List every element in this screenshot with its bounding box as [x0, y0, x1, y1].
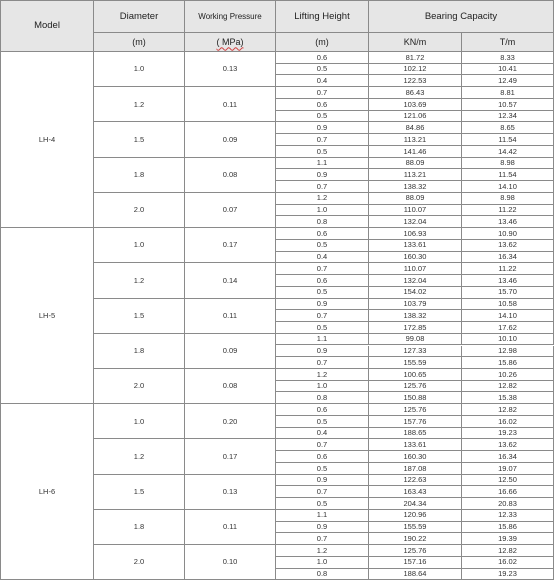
bearing-kn-cell: 127.33: [369, 346, 462, 358]
unit-lifting-height: (m): [276, 33, 369, 52]
lifting-height-cell: 1.0: [276, 205, 369, 217]
lifting-height-cell: 1.1: [276, 334, 369, 346]
lifting-height-cell: 0.7: [276, 533, 369, 545]
lifting-height-cell: 0.7: [276, 439, 369, 451]
bearing-kn-cell: 84.86: [369, 122, 462, 134]
bearing-t-cell: 8.65: [462, 122, 554, 134]
lifting-height-cell: 0.9: [276, 169, 369, 181]
bearing-t-cell: 13.46: [462, 275, 554, 287]
diameter-cell: 1.2: [94, 87, 185, 122]
bearing-t-cell: 11.22: [462, 263, 554, 275]
unit-t-per-m: T/m: [462, 33, 554, 52]
bearing-t-cell: 19.23: [462, 428, 554, 440]
diameter-cell: 1.8: [94, 158, 185, 193]
lifting-height-cell: 1.0: [276, 557, 369, 569]
bearing-kn-cell: 157.16: [369, 557, 462, 569]
bearing-kn-cell: 155.59: [369, 357, 462, 369]
unit-working-pressure-text: ( MPa): [216, 36, 244, 47]
bearing-kn-cell: 103.69: [369, 99, 462, 111]
working-pressure-cell: 0.07: [185, 193, 276, 228]
bearing-kn-cell: 122.53: [369, 75, 462, 87]
unit-diameter: (m): [94, 33, 185, 52]
bearing-t-cell: 13.62: [462, 240, 554, 252]
lifting-height-cell: 0.5: [276, 111, 369, 123]
diameter-cell: 1.5: [94, 122, 185, 157]
model-cell: LH-5: [0, 228, 94, 404]
working-pressure-cell: 0.11: [185, 510, 276, 545]
bearing-t-cell: 10.26: [462, 369, 554, 381]
bearing-t-cell: 12.98: [462, 346, 554, 358]
lifting-height-cell: 0.4: [276, 252, 369, 264]
working-pressure-cell: 0.11: [185, 299, 276, 334]
working-pressure-cell: 0.20: [185, 404, 276, 439]
bearing-kn-cell: 157.76: [369, 416, 462, 428]
lifting-height-cell: 0.7: [276, 486, 369, 498]
bearing-kn-cell: 160.30: [369, 252, 462, 264]
bearing-t-cell: 10.57: [462, 99, 554, 111]
diameter-cell: 2.0: [94, 369, 185, 404]
lifting-height-cell: 0.7: [276, 181, 369, 193]
bearing-t-cell: 13.46: [462, 216, 554, 228]
bearing-t-cell: 10.90: [462, 228, 554, 240]
lifting-height-cell: 0.5: [276, 463, 369, 475]
lifting-height-cell: 1.1: [276, 158, 369, 170]
lifting-height-cell: 0.5: [276, 322, 369, 334]
bearing-t-cell: 13.62: [462, 439, 554, 451]
lifting-height-cell: 0.9: [276, 122, 369, 134]
bearing-t-cell: 16.34: [462, 451, 554, 463]
lifting-height-cell: 0.5: [276, 240, 369, 252]
lifting-height-cell: 1.0: [276, 381, 369, 393]
lifting-height-cell: 0.7: [276, 310, 369, 322]
diameter-cell: 1.2: [94, 263, 185, 298]
bearing-kn-cell: 155.59: [369, 522, 462, 534]
bearing-kn-cell: 132.04: [369, 216, 462, 228]
lifting-height-cell: 0.8: [276, 569, 369, 580]
bearing-kn-cell: 113.21: [369, 134, 462, 146]
lifting-height-cell: 1.2: [276, 369, 369, 381]
unit-kn-per-m: KN/m: [369, 33, 462, 52]
bearing-t-cell: 15.86: [462, 357, 554, 369]
diameter-cell: 2.0: [94, 545, 185, 580]
bearing-t-cell: 14.10: [462, 181, 554, 193]
working-pressure-cell: 0.13: [185, 52, 276, 87]
bearing-t-cell: 8.98: [462, 158, 554, 170]
lifting-height-cell: 0.6: [276, 228, 369, 240]
working-pressure-cell: 0.17: [185, 228, 276, 263]
bearing-t-cell: 10.41: [462, 64, 554, 76]
bearing-t-cell: 15.38: [462, 392, 554, 404]
bearing-kn-cell: 125.76: [369, 545, 462, 557]
bearing-t-cell: 11.54: [462, 134, 554, 146]
bearing-t-cell: 16.02: [462, 557, 554, 569]
lifting-height-cell: 0.4: [276, 75, 369, 87]
working-pressure-cell: 0.09: [185, 334, 276, 369]
lifting-height-cell: 0.5: [276, 416, 369, 428]
bearing-t-cell: 16.02: [462, 416, 554, 428]
bearing-t-cell: 19.23: [462, 569, 554, 580]
diameter-cell: 1.5: [94, 299, 185, 334]
lifting-height-cell: 0.7: [276, 357, 369, 369]
diameter-cell: 1.0: [94, 228, 185, 263]
lifting-height-cell: 0.5: [276, 146, 369, 158]
bearing-t-cell: 14.10: [462, 310, 554, 322]
bearing-t-cell: 12.82: [462, 545, 554, 557]
lifting-height-cell: 0.6: [276, 52, 369, 64]
bearing-kn-cell: 138.32: [369, 181, 462, 193]
lifting-height-cell: 0.9: [276, 475, 369, 487]
lifting-height-cell: 0.4: [276, 428, 369, 440]
lifting-height-cell: 0.8: [276, 216, 369, 228]
bearing-t-cell: 12.82: [462, 404, 554, 416]
bearing-kn-cell: 188.65: [369, 428, 462, 440]
working-pressure-cell: 0.08: [185, 369, 276, 404]
lifting-height-cell: 0.7: [276, 87, 369, 99]
bearing-kn-cell: 99.08: [369, 334, 462, 346]
working-pressure-cell: 0.11: [185, 87, 276, 122]
lifting-height-cell: 0.7: [276, 263, 369, 275]
lifting-height-cell: 0.5: [276, 287, 369, 299]
bearing-kn-cell: 125.76: [369, 381, 462, 393]
bearing-kn-cell: 88.09: [369, 158, 462, 170]
bearing-t-cell: 15.70: [462, 287, 554, 299]
bearing-t-cell: 8.98: [462, 193, 554, 205]
lifting-height-cell: 0.9: [276, 299, 369, 311]
bearing-kn-cell: 150.88: [369, 392, 462, 404]
bearing-kn-cell: 154.02: [369, 287, 462, 299]
diameter-cell: 1.5: [94, 475, 185, 510]
bearing-t-cell: 8.33: [462, 52, 554, 64]
bearing-kn-cell: 163.43: [369, 486, 462, 498]
header-model: Model: [0, 0, 94, 52]
lifting-height-cell: 0.8: [276, 392, 369, 404]
header-lifting-height: Lifting Height: [276, 0, 369, 33]
header-diameter: Diameter: [94, 0, 185, 33]
bearing-kn-cell: 100.65: [369, 369, 462, 381]
working-pressure-cell: 0.13: [185, 475, 276, 510]
working-pressure-cell: 0.14: [185, 263, 276, 298]
bearing-t-cell: 12.34: [462, 111, 554, 123]
bearing-kn-cell: 187.08: [369, 463, 462, 475]
bearing-kn-cell: 204.34: [369, 498, 462, 510]
bearing-kn-cell: 102.12: [369, 64, 462, 76]
lifting-height-cell: 0.6: [276, 275, 369, 287]
bearing-kn-cell: 133.61: [369, 240, 462, 252]
bearing-t-cell: 15.86: [462, 522, 554, 534]
diameter-cell: 1.8: [94, 334, 185, 369]
lifting-height-cell: 1.2: [276, 545, 369, 557]
bearing-t-cell: 12.82: [462, 381, 554, 393]
bearing-t-cell: 10.58: [462, 299, 554, 311]
bearing-kn-cell: 190.22: [369, 533, 462, 545]
bearing-t-cell: 14.42: [462, 146, 554, 158]
working-pressure-cell: 0.17: [185, 439, 276, 474]
bearing-kn-cell: 133.61: [369, 439, 462, 451]
unit-working-pressure: [185, 33, 276, 52]
diameter-cell: 1.2: [94, 439, 185, 474]
bearing-t-cell: 12.33: [462, 510, 554, 522]
bearing-kn-cell: 188.64: [369, 569, 462, 580]
bearing-kn-cell: 88.09: [369, 193, 462, 205]
model-cell: LH-6: [0, 404, 94, 580]
bearing-t-cell: 20.83: [462, 498, 554, 510]
bearing-t-cell: 19.39: [462, 533, 554, 545]
bearing-kn-cell: 122.63: [369, 475, 462, 487]
bearing-kn-cell: 113.21: [369, 169, 462, 181]
bearing-kn-cell: 138.32: [369, 310, 462, 322]
lifting-height-cell: 1.1: [276, 510, 369, 522]
bearing-t-cell: 19.07: [462, 463, 554, 475]
model-cell: LH-4: [0, 52, 94, 228]
bearing-kn-cell: 125.76: [369, 404, 462, 416]
bearing-t-cell: 11.22: [462, 205, 554, 217]
bearing-kn-cell: 160.30: [369, 451, 462, 463]
bearing-kn-cell: 141.46: [369, 146, 462, 158]
bearing-kn-cell: 132.04: [369, 275, 462, 287]
lifting-height-cell: 0.6: [276, 451, 369, 463]
bearing-t-cell: 12.49: [462, 75, 554, 87]
working-pressure-cell: 0.08: [185, 158, 276, 193]
bearing-kn-cell: 86.43: [369, 87, 462, 99]
diameter-cell: 1.0: [94, 52, 185, 87]
bearing-kn-cell: 120.96: [369, 510, 462, 522]
lifting-height-cell: 0.6: [276, 404, 369, 416]
bearing-kn-cell: 110.07: [369, 263, 462, 275]
working-pressure-cell: 0.09: [185, 122, 276, 157]
bearing-kn-cell: 110.07: [369, 205, 462, 217]
bearing-t-cell: 10.10: [462, 334, 554, 346]
bearing-kn-cell: 103.79: [369, 299, 462, 311]
lifting-height-cell: 0.6: [276, 99, 369, 111]
bearing-kn-cell: 172.85: [369, 322, 462, 334]
lifting-height-cell: 0.9: [276, 346, 369, 358]
header-working-pressure: Working Pressure: [185, 0, 276, 33]
lifting-height-cell: 0.9: [276, 522, 369, 534]
lifting-height-cell: 0.5: [276, 64, 369, 76]
diameter-cell: 2.0: [94, 193, 185, 228]
header-bearing-capacity: Bearing Capacity: [369, 0, 554, 33]
bearing-t-cell: 8.81: [462, 87, 554, 99]
working-pressure-cell: 0.10: [185, 545, 276, 580]
lifting-height-cell: 0.7: [276, 134, 369, 146]
lifting-height-cell: 1.2: [276, 193, 369, 205]
bearing-kn-cell: 106.93: [369, 228, 462, 240]
lifting-height-cell: 0.5: [276, 498, 369, 510]
diameter-cell: 1.0: [94, 404, 185, 439]
bearing-t-cell: 16.66: [462, 486, 554, 498]
bearing-t-cell: 12.50: [462, 475, 554, 487]
diameter-cell: 1.8: [94, 510, 185, 545]
bearing-t-cell: 16.34: [462, 252, 554, 264]
bearing-t-cell: 17.62: [462, 322, 554, 334]
bearing-kn-cell: 81.72: [369, 52, 462, 64]
bearing-t-cell: 11.54: [462, 169, 554, 181]
bearing-kn-cell: 121.06: [369, 111, 462, 123]
